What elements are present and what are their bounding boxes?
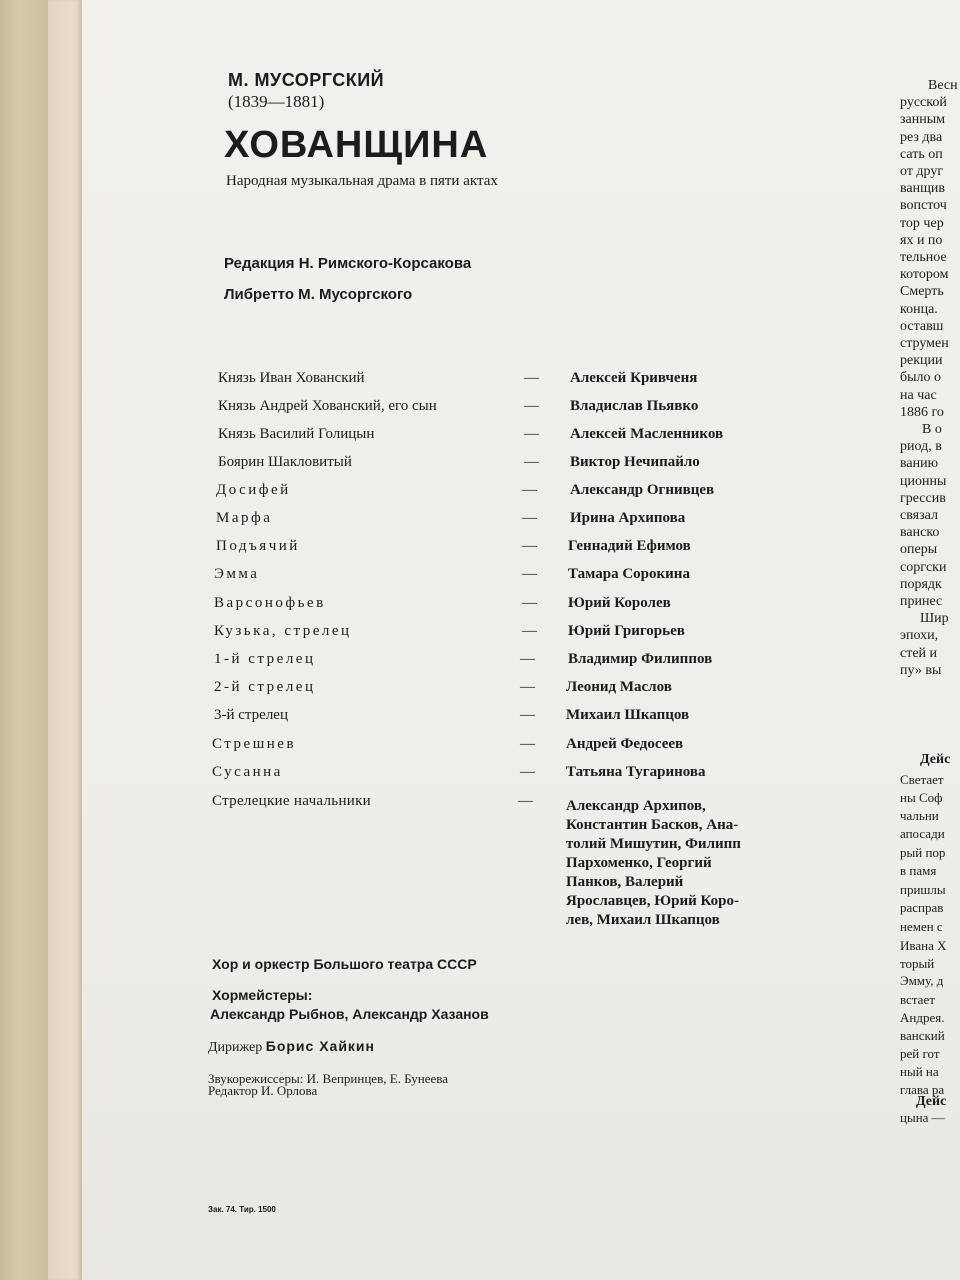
libretto-credit: Либретто М. Мусоргского [224,286,413,303]
cast-role: Подъячий [216,538,300,554]
cast-dash: — [520,764,535,780]
adjacent-text-fragment: Весн [928,78,958,93]
cast-singer: Татьяна Тугаринова [566,764,706,780]
adjacent-text-fragment: сать оп [900,147,943,162]
conductor-label: Дирижер [208,1040,263,1055]
cast-dash: — [522,566,537,582]
cast-dash: — [522,482,537,498]
adjacent-text-fragment: глава ра [900,1082,945,1097]
cast-singer: Александр Огнивцев [570,482,715,498]
cast-role: Сусанна [212,764,283,780]
cast-dash: — [522,595,537,611]
adjacent-text-fragment: вопсточ [900,198,947,213]
adjacent-text-fragment: эпохи, [900,628,939,643]
adjacent-text-fragment: ванщив [900,181,946,196]
adjacent-text-fragment: ны Соф [900,790,943,805]
cast-role: 1-й стрелец [214,651,316,667]
adjacent-text-fragment: Светает [900,772,944,787]
adjacent-text-fragment: цына — [900,1110,945,1125]
adjacent-text-fragment: Смерть [900,284,944,299]
adjacent-text-fragment: торый [900,956,935,971]
cast-singer: Андрей Федосеев [566,736,684,752]
adjacent-text-fragment: апосади [900,826,945,841]
adjacent-text-fragment: Андрея. [900,1010,945,1025]
cast-singer: Владислав Пьявко [570,398,699,414]
cast-dash: — [522,538,537,554]
cast-dash: — [524,454,539,470]
cast-role: Варсонофьев [214,595,326,611]
cast-singer: Юрий Григорьев [568,623,685,639]
adjacent-text-fragment: от друг [900,164,944,179]
cast-singer: Алексей Кривченя [570,370,698,386]
opera-title: ХОВАНЩИНА [224,124,489,166]
adjacent-text-fragment: В о [922,422,942,437]
cast-dash: — [524,426,539,442]
adjacent-text-fragment: на час [900,388,937,403]
adjacent-text-fragment: ванский [900,1028,945,1043]
adjacent-text-fragment: тельное [900,250,947,265]
adjacent-text-fragment: пу» вы [900,663,942,678]
cast-singer-line: Панков, Валерий [566,874,684,890]
cast-dash: — [520,707,535,723]
adjacent-text-fragment: было о [900,370,942,385]
adjacent-text-fragment: порядк [900,577,942,592]
adjacent-text-fragment: струмен [900,336,949,351]
edition-credit: Редакция Н. Римского-Корсакова [224,255,472,272]
sound-engineers-credit: Звукорежиссеры: И. Вепринцев, Е. Бунеева [208,1071,449,1086]
adjacent-text-fragment: ный на [900,1064,939,1079]
chorus-masters-label: Хормейстеры: [212,987,313,1003]
adjacent-text-fragment: тор чер [900,216,944,231]
adjacent-text-fragment: в памя [900,863,937,878]
cast-role: 2-й стрелец [214,679,316,695]
cast-dash: — [524,370,539,386]
adjacent-text-fragment: русской [900,95,947,110]
editor-credit: Редактор И. Орлова [208,1083,318,1098]
cast-singer-line: толий Мишутин, Филипп [566,836,741,852]
cast-role: Боярин Шакловитый [218,454,352,470]
cast-singer: Геннадий Ефимов [568,538,691,554]
cast-role-last: Стрелецкие начальники [212,793,372,809]
cast-dash-last: — [518,793,533,809]
adjacent-text-fragment: пришлы [900,882,946,897]
cast-role: Князь Иван Хованский [218,370,365,386]
cast-role: Князь Андрей Хованский, его сын [218,398,437,414]
adjacent-text-fragment: оперы [900,542,938,557]
adjacent-text-fragment: 1886 го [900,405,944,420]
adjacent-text-fragment: ванию [900,456,939,471]
cast-singer: Ирина Архипова [570,510,686,526]
cast-singer-line: Александр Архипов, [566,798,706,814]
cast-singer: Виктор Нечипайло [570,454,700,470]
adjacent-text-fragment: соргски [900,560,947,575]
cast-singer-line: Пархоменко, Георгий [566,855,712,871]
print-imprint: Зак. 74. Тир. 1500 [208,1205,276,1214]
adjacent-text-fragment: риод, в [900,439,942,454]
adjacent-text-fragment: Ивана Х [900,938,947,953]
adjacent-text-fragment: ванско [900,525,940,540]
cast-singer: Юрий Королев [568,595,671,611]
adjacent-text-fragment: грессив [900,491,946,506]
cast-dash: — [520,651,535,667]
adjacent-text-fragment: рез два [900,130,943,145]
cast-dash: — [522,623,537,639]
adjacent-text-fragment: котором [900,267,949,282]
adjacent-text-fragment: Дейс [920,752,951,767]
cast-dash: — [522,510,537,526]
adjacent-text-fragment: стей и [900,646,938,661]
adjacent-text-fragment: занным [900,112,945,127]
opera-subtitle: Народная музыкальная драма в пяти актах [226,173,498,189]
cast-role: Марфа [216,510,273,526]
adjacent-text-fragment: встает [900,992,935,1007]
adjacent-text-fragment: принес [900,594,943,609]
adjacent-text-fragment: оставш [900,319,944,334]
adjacent-text-fragment: Эмму, д [900,973,944,988]
cast-role: Князь Василий Голицын [218,426,375,442]
cast-singer: Тамара Сорокина [568,566,690,582]
cast-singer-line: Константин Басков, Ана- [566,817,739,833]
cast-singer: Владимир Филиппов [568,651,713,667]
composer-years: (1839—1881) [228,92,325,111]
adjacent-text-fragment: связал [900,508,938,523]
cast-singer-line: Ярославцев, Юрий Коро- [566,893,739,909]
adjacent-text-fragment: рый пор [900,845,946,860]
binding-spine [0,0,48,1280]
adjacent-text-fragment: рей гот [900,1046,940,1061]
cast-dash: — [520,736,535,752]
adjacent-text-fragment: Шир [920,611,949,626]
cast-singer: Алексей Масленников [570,426,724,442]
cast-role: Кузька, стрелец [214,623,352,639]
adjacent-text-fragment: рекции [900,353,943,368]
conductor-name: Борис Хайкин [265,1038,375,1054]
adjacent-text-fragment: чальни [900,808,939,823]
adjacent-text-fragment: расправ [900,900,944,915]
cast-role: Эмма [214,566,260,582]
choir-credit: Хор и оркестр Большого театра СССР [212,956,477,972]
cast-role: Стрешнев [212,736,297,752]
adjacent-text-fragment: ях и по [900,233,943,248]
composer-name: М. МУСОРГСКИЙ [228,70,385,90]
chorus-masters-names: Александр Рыбнов, Александр Хазанов [210,1006,489,1022]
adjacent-text-fragment: немен с [900,919,943,934]
adjacent-text-fragment: ционны [900,474,947,489]
cast-dash: — [524,398,539,414]
cast-role: 3-й стрелец [214,707,288,723]
adjacent-page-text-fragments [898,0,960,1280]
adjacent-text-fragment: конца. [900,302,938,317]
conductor-credit [208,1038,375,1056]
cast-singer: Леонид Маслов [566,679,672,695]
cast-singer-line: лев, Михаил Шкапцов [566,912,720,928]
cast-dash: — [520,679,535,695]
cast-role: Досифей [216,482,291,498]
adjacent-text-fragment: Дейс [916,1094,947,1109]
cast-singers-multiline [566,797,781,930]
cast-singer: Михаил Шкапцов [566,707,690,723]
